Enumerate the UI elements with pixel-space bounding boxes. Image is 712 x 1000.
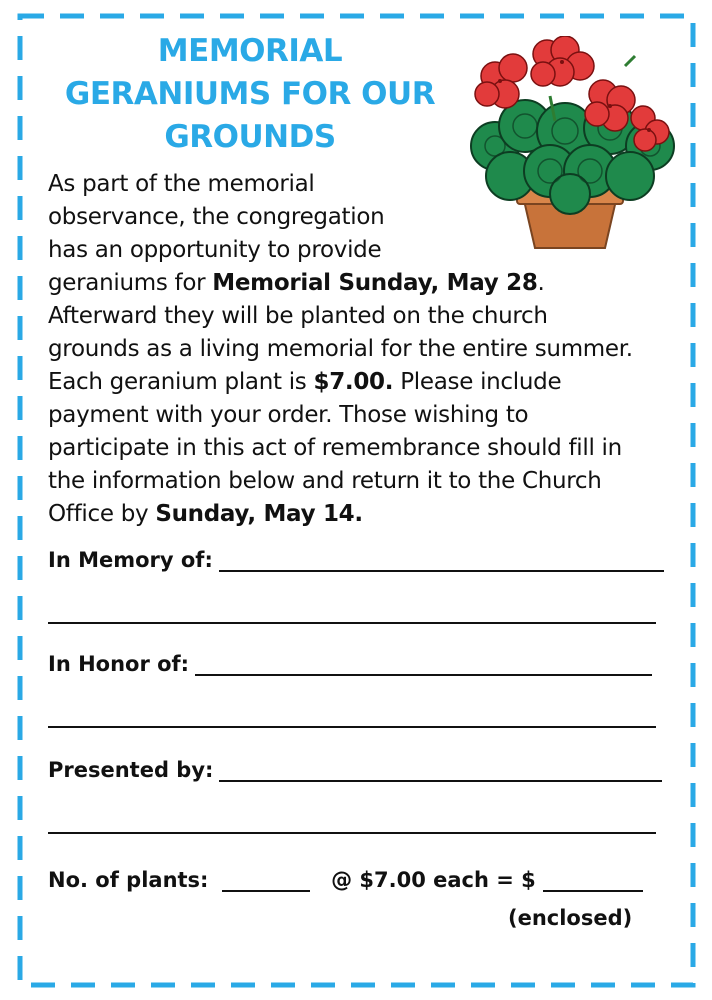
in-honor-of-line[interactable]: [195, 652, 652, 676]
body-line: participate in this act of remembrance should fill in: [48, 435, 622, 461]
body-line: grounds as a living memorial for the entire summer.: [48, 336, 633, 362]
body-line: has an opportunity to provide: [48, 237, 382, 263]
in-memory-of-label: In Memory of:: [48, 548, 213, 572]
body-line: [48, 498, 678, 531]
in-honor-of-label: In Honor of:: [48, 652, 190, 676]
body-text-segment: .: [537, 270, 545, 296]
plants-label: No. of plants:: [48, 868, 209, 892]
body-text-segment: Each geranium plant is: [48, 369, 314, 395]
total-amount-line[interactable]: [543, 870, 643, 892]
deadline-date: Sunday, May 14.: [155, 501, 363, 527]
presented-by-field[interactable]: [48, 758, 662, 782]
body-text-segment: geraniums for: [48, 270, 213, 296]
body-line: Afterward they will be planted on the church: [48, 303, 548, 329]
body-line: [48, 267, 678, 300]
in-memory-of-field[interactable]: [48, 548, 664, 572]
body-line: [48, 366, 678, 399]
body-line: observance, the congregation: [48, 204, 385, 230]
page-title: [40, 30, 460, 159]
price-text: @ $7.00 each = $: [331, 868, 536, 892]
body-text-segment: Please include: [393, 369, 562, 395]
title-line-1: MEMORIAL: [157, 33, 343, 69]
in-honor-of-line-2[interactable]: [48, 726, 656, 728]
title-line-2: GERANIUMS FOR OUR: [64, 76, 436, 112]
in-memory-of-line[interactable]: [219, 548, 664, 572]
in-honor-of-field[interactable]: [48, 652, 652, 676]
presented-by-label: Presented by:: [48, 758, 214, 782]
body-line: payment with your order. Those wishing to: [48, 402, 529, 428]
event-date: Memorial Sunday, May 28: [212, 270, 538, 296]
title-line-3: GROUNDS: [164, 119, 336, 155]
enclosed-note: (enclosed): [508, 906, 633, 930]
plant-price: $7.00.: [313, 369, 394, 395]
body-text-segment: Office by: [48, 501, 156, 527]
presented-by-line-2[interactable]: [48, 832, 656, 834]
in-memory-of-line-2[interactable]: [48, 622, 656, 624]
body-line: As part of the memorial: [48, 171, 315, 197]
plants-count-line[interactable]: [222, 870, 310, 892]
plants-order-row: [48, 868, 643, 892]
body-line: the information below and return it to the Church: [48, 468, 602, 494]
description-paragraph: [48, 168, 678, 531]
presented-by-line[interactable]: [219, 758, 662, 782]
